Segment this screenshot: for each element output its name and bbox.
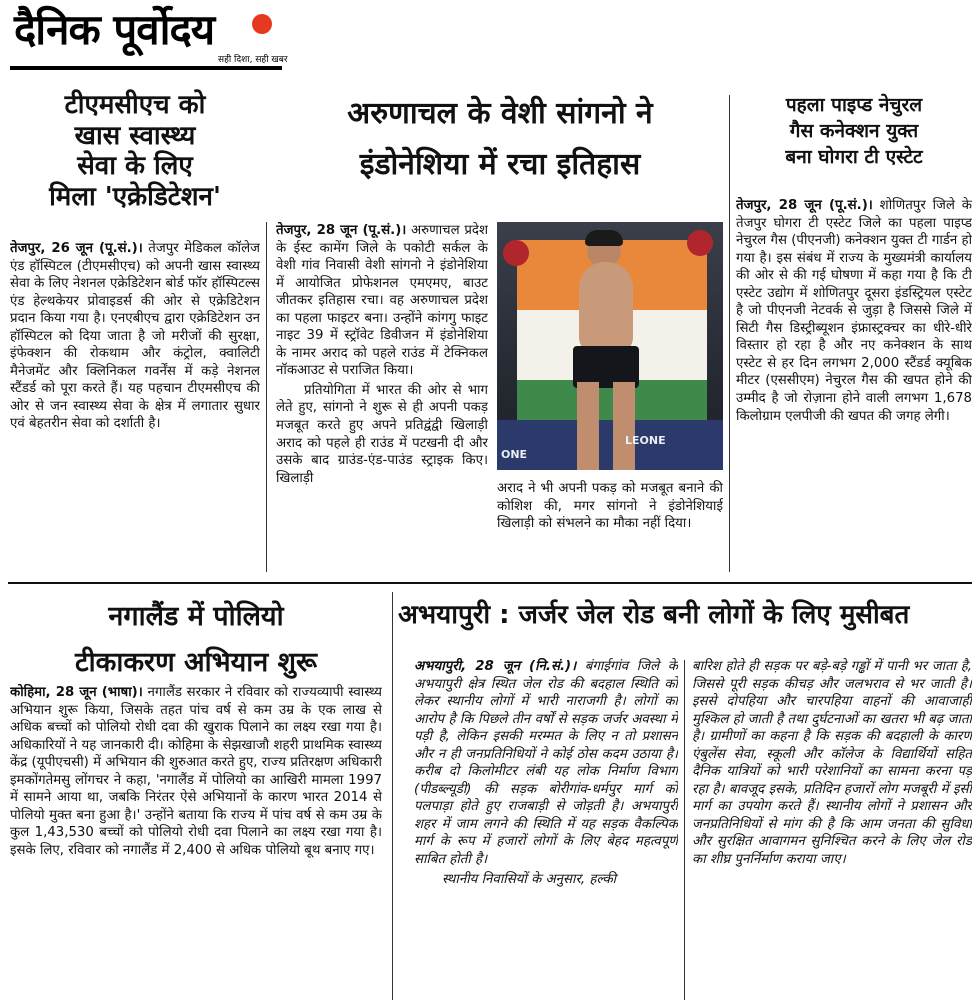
- polio-headline-line: टीकाकरण अभियान शुरू: [74, 646, 317, 678]
- abhayapuri-headline: अभयापुरी : जर्जर जेल रोड बनी लोगों के लिए मुसीबत: [398, 600, 910, 630]
- gas-headline-line: पहला पाइप्ड नेचुरल: [785, 94, 923, 116]
- section-divider: [8, 582, 972, 584]
- gas-headline-line: बना घोगरा टी एस्टेट: [785, 146, 923, 169]
- arunachal-body-p1: अरुणाचल प्रदेश के ईस्ट कामेंग जिले के पकोटी सर्कल के वेशी गांव निवासी वेशी सांगनो ने इंडोनेशिया में आयोजित प्रोफेशनल एमएमए, बाउट जीतकर इतिहास रचा। वह अरुणाचल प्रदेश का पहला फाइटर बना। उन्होंने कांगगु फाइट नाइट 39 में स्ट्रॉवेट डिवीजन में इंडोनेशिया के नामर अराद को पहले राउंड में टेक्निकल नॉकआउट से पराजित किया।: [276, 223, 488, 379]
- polio-headline-line: नगालैंड में पोलियो: [108, 601, 284, 632]
- arunachal-headline-line: इंडोनेशिया में रचा इतिहास: [359, 147, 641, 183]
- abhayapuri-body-col1: [414, 658, 678, 1000]
- tmch-body: [10, 240, 260, 570]
- polio-dateline: कोहिमा, 28 जून (भाषा)।: [10, 685, 143, 700]
- gas-dateline: तेजपुर, 28 जून (पू.सं.)।: [736, 198, 873, 213]
- gas-body-text: शोणितपुर जिले के तेजपुर घोगरा टी एस्टेट जिले का पहला पाइप्ड नेचुरल गैस (पीएनजी) कनेक्शन युक्त टी गार्डन हो गया है। इस संबंध में राज्य के मुख्यमंत्री कार्यालय की ओर से की गई घोषणा में कहा गया है कि टी एस्टेट उद्योग में शोणितपुर दूसरा इंडस्ट्रियल एस्टेट है जो पीएनजी नेटवर्क से जुड़ा है जिससे जिले में सिटी गैस डिस्ट्रीब्यूशन इंफ्रास्ट्रक्चर का धीरे-धीरे विस्तार हो रहा है और नए कनेक्शन के साथ एस्टेट से हर दिन लगभग 2,000 स्टैंडर्ड क्यूबिक मीटर (एससीएम) नेचुरल गैस की खपत होने की उम्मीद है जो रोज़ाना होने वाली लगभग 1,678 किलोग्राम एलपीजी की खपत की जगह लेगी।: [736, 198, 972, 424]
- fighter-torso: [579, 262, 633, 352]
- masthead-rule: [10, 66, 282, 70]
- ring-floor: [497, 420, 723, 470]
- abhayapuri-body-text-1: बंगाईगांव जिले के अभयापुरी क्षेत्र स्थित जेल रोड की बदहाल स्थिति को लेकर स्थानीय लोगों में भारी नाराजगी है। लोगों का आरोप है कि पिछले तीन वर्षों से सड़क जर्जर अवस्था में पड़ी है, लेकिन इसकी मरम्मत के लिए न तो प्रशासन और न ही जनप्रतिनिधियों ने कोई ठोस कदम उठाया है। करीब दो किलोमीटर लंबी यह लोक निर्माण विभाग (पीडब्ल्यूडी) की सड़क बोरीगांव-धर्मपुर मार्ग को पलपाड़ा होते हुए राजबाड़ी से जोड़ती है। अभयापुरी शहर में जाम लगने की स्थिति में यह सड़क वैकल्पिक मार्ग के रूप में हजारों लोगों के लिए बेहद महत्वपूर्ण साबित होती है।: [414, 659, 678, 868]
- abhayapuri-body-text-1b: स्थानीय निवासियों के अनुसार, हल्की: [442, 871, 617, 887]
- abhayapuri-body-col2: [692, 658, 972, 1000]
- abhayapuri-dateline: अभयापुरी, 28 जून (नि.सं.)।: [414, 659, 577, 674]
- ring-logo-right: LEONE: [625, 434, 666, 447]
- gas-headline-line: गैस कनेक्शन युक्त: [789, 120, 919, 143]
- arunachal-headline-line: अरुणाचल के वेशी सांगनो ने: [347, 96, 653, 131]
- glove-right: [687, 230, 713, 256]
- column-divider: [684, 660, 685, 1000]
- tmch-headline: [10, 90, 260, 213]
- tmch-headline-line: टीएमसीएच को: [64, 90, 206, 120]
- ring-logo-left: ONE: [501, 448, 528, 461]
- gas-body: [736, 197, 972, 575]
- polio-body-text: नगालैंड सरकार ने रविवार को राज्यव्यापी स्वास्थ्य अभियान शुरू किया, जिसके तहत पांच वर्ष से कम उम्र के एक लाख से अधिक बच्चों को पोलियो रोधी दवा की खुराक पिलाने का लक्ष्य रखा गया है। अधिकारियों ने यह जानकारी दी। कोहिमा के सेझखाजौ शहरी प्राथमिक स्वास्थ्य केंद्र (यूपीएचसी) में अभियान की शुरुआत करते हुए, राज्य प्रतिरक्षण अधिकारी इमकोंगतेमसु लोंगचर ने कहा, 'नगालैंड में पोलियो का आखिरी मामला 1997 में सामने आया था, जबकि निरंतर ऐसे अभियानों के कारण भारत 2014 से पोलियो मुक्त बना हुआ है।' उन्होंने बताया कि राज्य में पांच वर्ष से कम उम्र के कुल 1,43,530 बच्चों को पोलियो रोधी दवा पिलाने का लक्ष्य रखा गया है। इसके लिए, रविवार को नगालैंड में 2,400 से अधिक पोलियो बूथ बनाए गए।: [10, 685, 382, 858]
- tmch-dateline: तेजपुर, 26 जून (पू.सं.)।: [10, 241, 143, 256]
- polio-headline: [10, 594, 382, 686]
- fighter-hair: [585, 230, 623, 246]
- gas-headline: [736, 92, 972, 171]
- column-divider: [729, 95, 730, 572]
- arunachal-headline: [276, 96, 724, 183]
- masthead-tagline: सही दिशा, सही खबर: [218, 55, 288, 65]
- tmch-headline-line: मिला 'एक्रेडिटेशन': [49, 182, 221, 213]
- polio-body: [10, 684, 382, 999]
- column-divider: [266, 222, 267, 572]
- tmch-headline-line: खास स्वास्थ्य: [74, 120, 196, 151]
- arunachal-body-p3: अराद ने भी अपनी पकड़ को मजबूत बनाने की कोशिश की, मगर सांगनो ने इंडोनेशियाई खिलाड़ी को संभलने का मौका नहीं दिया।: [497, 481, 723, 532]
- column-divider: [392, 592, 393, 1000]
- tmch-body-text: तेजपुर मेडिकल कॉलेज एंड हॉस्पिटल (टीएमसीएच) को अपनी खास स्वास्थ्य सेवा के लिए नेशनल एक्रेडिटेशन बोर्ड फॉर हॉस्पिटल्स एंड हेल्थकेयर प्रोवाइडर्स की ओर से एक्रेडिटेशन प्रदान किया गया है। एनएबीएच द्वारा एक्रेडिटेशन उन हॉस्पिटल को दिया जाता है जो मरीजों की सुरक्षा, इंफेक्शन की रोकथाम और कंट्रोल, क्वालिटी मैनेजमेंट और क्लिनिकल गवर्नेंस में कड़े नेशनल स्टैंडर्ड को पूरा करते हैं। यह पहचान टीएमसीएच की ओर से जन स्वास्थ्य सेवा के क्षेत्र में लगातार सुधार एवं बेहतरीन सेवा को दर्शाती है।: [10, 241, 260, 432]
- arunachal-body-col2: [497, 480, 723, 570]
- abhayapuri-body-text-2: बारिश होते ही सड़क पर बड़े-बड़े गड्ढों में पानी भर जाता है, जिससे पूरी सड़क कीचड़ और जलभराव से भर जाती है। इससे दोपहिया और चारपहिया वाहनों की आवाजाही मुश्किल हो जाती है तथा दुर्घटनाओं का खतरा भी बढ़ जाता है। ग्रामीणों का कहना है कि सड़क की बदहाली के कारण एंबुलेंस सेवा, स्कूली और कॉलेज के विद्यार्थियों सहित दैनिक यात्रियों को भारी परेशानियों का सामना करना पड़ रहा है। बावजूद इसके, प्रतिदिन हजारों लोग मजबूरी में इसी मार्ग का उपयोग करते हैं। स्थानीय लोगों ने प्रशासन और जनप्रतिनिधियों से मांग की है कि आम जनता की सुविधा और सुरक्षित आवागमन सुनिश्चित करने के लिए जेल रोड का शीघ्र पुनर्निर्माण कराया जाए।: [692, 659, 972, 868]
- masthead-title: दैनिक पूर्वोदय: [14, 5, 215, 54]
- masthead-logo-dot: [252, 14, 272, 34]
- fighter-leg-right: [613, 382, 635, 470]
- tmch-headline-line: सेवा के लिए: [77, 151, 193, 182]
- fighter-leg-left: [577, 382, 599, 470]
- arunachal-dateline: तेजपुर, 28 जून (पू.सं.)।: [276, 223, 407, 238]
- glove-left: [503, 240, 529, 266]
- fighter-photo: [497, 222, 723, 470]
- arunachal-body-col1: [276, 222, 488, 572]
- arunachal-body-p2: प्रतियोगिता में भारत की ओर से भाग लेते हुए, सांगनो ने शुरू से ही अपनी पकड़ मजबूत करते हुए अपने प्रतिद्वंद्वी खिलाड़ी अराद को पहले ही राउंड में पटखनी दी और उसके बाद ग्राउंड-एंड-पाउंड स्ट्राइक किए। खिलाड़ी: [276, 382, 488, 486]
